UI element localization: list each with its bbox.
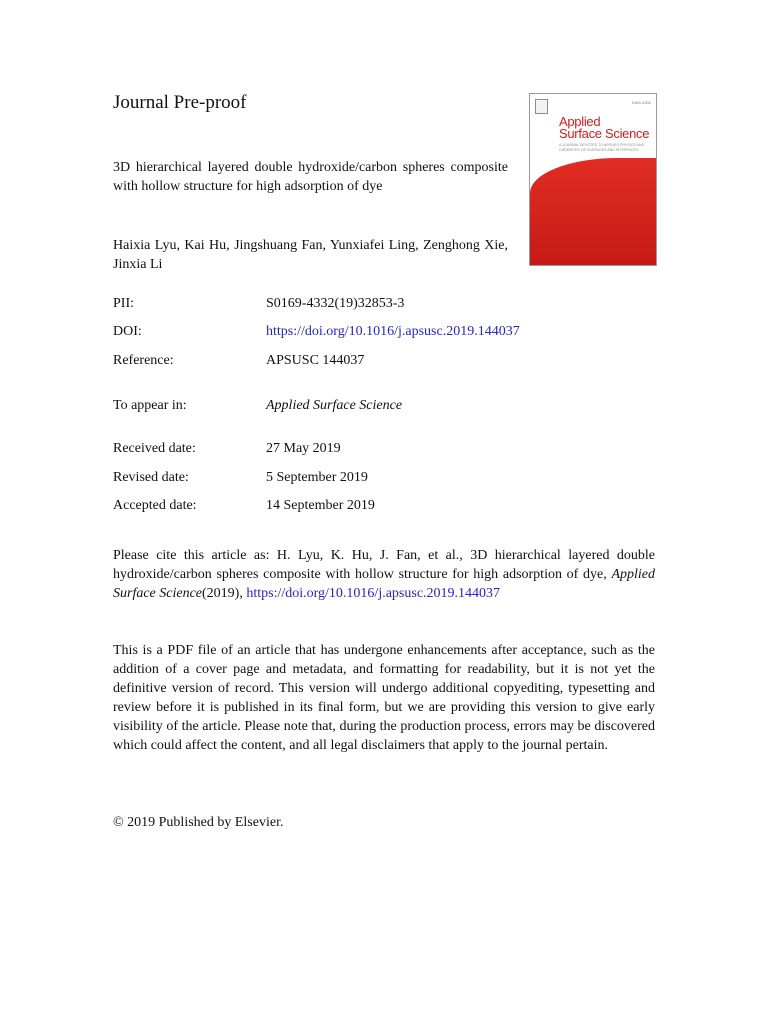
pii-value: S0169-4332(19)32853-3 (266, 296, 405, 311)
copyright-notice: © 2019 Published by Elsevier. (113, 815, 284, 830)
preproof-notice: This is a PDF file of an article that has undergone enhancements after acceptance, such as the addition of a cover page and metadata, and formatting for readability, but it is not yet the definitive version of record. This version will undergo additional copyediting, typesetting and review before it is published in its final form, but we are providing this version to give early visibility of the article. Please note that, during the production process, errors may be discovered which could affect the content, and all legal disclaimers that apply to the journal pertain. (113, 643, 655, 753)
doi-label: DOI: (113, 324, 142, 339)
received-value: 27 May 2019 (266, 441, 341, 456)
revised-value: 5 September 2019 (266, 470, 368, 485)
citation-paragraph (113, 546, 655, 603)
reference-label: Reference: (113, 353, 174, 368)
citation-journal: Applied Surface Science (113, 567, 655, 601)
cover-title (559, 116, 654, 140)
elsevier-logo-icon (535, 99, 548, 114)
author-list: Haixia Lyu, Kai Hu, Jingshuang Fan, Yunxiafei Ling, Zenghong Xie, Jinxia Li (113, 238, 508, 272)
journal-cover-image (529, 93, 657, 266)
revised-label: Revised date: (113, 470, 189, 485)
cover-title-line2: Surface Science (559, 126, 650, 141)
article-title: 3D hierarchical layered double hydroxide/carbon spheres composite with hollow structure for high adsorption of dye (113, 160, 508, 194)
cover-red-band (530, 158, 656, 265)
pii-label: PII: (113, 296, 134, 311)
appear-label: To appear in: (113, 398, 187, 413)
accepted-value: 14 September 2019 (266, 498, 375, 513)
appear-value: Applied Surface Science (266, 398, 403, 413)
cover-subtitle: A JOURNAL DEVOTED TO APPLIED PHYSICS AND CHEMISTRY OF SURFACES AND INTERFACES (559, 143, 645, 152)
citation-text: Please cite this article as: H. Lyu, K. Hu, J. Fan, et al., 3D hierarchical layered double hydroxide/carbon spheres composite with hollow structure for high adsorption of dye, (113, 548, 655, 582)
cover-issn: 0169-4332 (631, 100, 651, 105)
received-label: Received date: (113, 441, 196, 456)
doi-link[interactable]: https://doi.org/10.1016/j.apsusc.2019.144037 (266, 324, 520, 339)
journal-header: Journal Pre-proof (113, 92, 247, 113)
accepted-label: Accepted date: (113, 498, 197, 513)
cover-title-line1: Applied (559, 114, 601, 129)
citation-doi-link[interactable]: https://doi.org/10.1016/j.apsusc.2019.144037 (246, 586, 501, 601)
citation-year: (2019), (202, 586, 247, 601)
reference-value: APSUSC 144037 (266, 353, 365, 368)
